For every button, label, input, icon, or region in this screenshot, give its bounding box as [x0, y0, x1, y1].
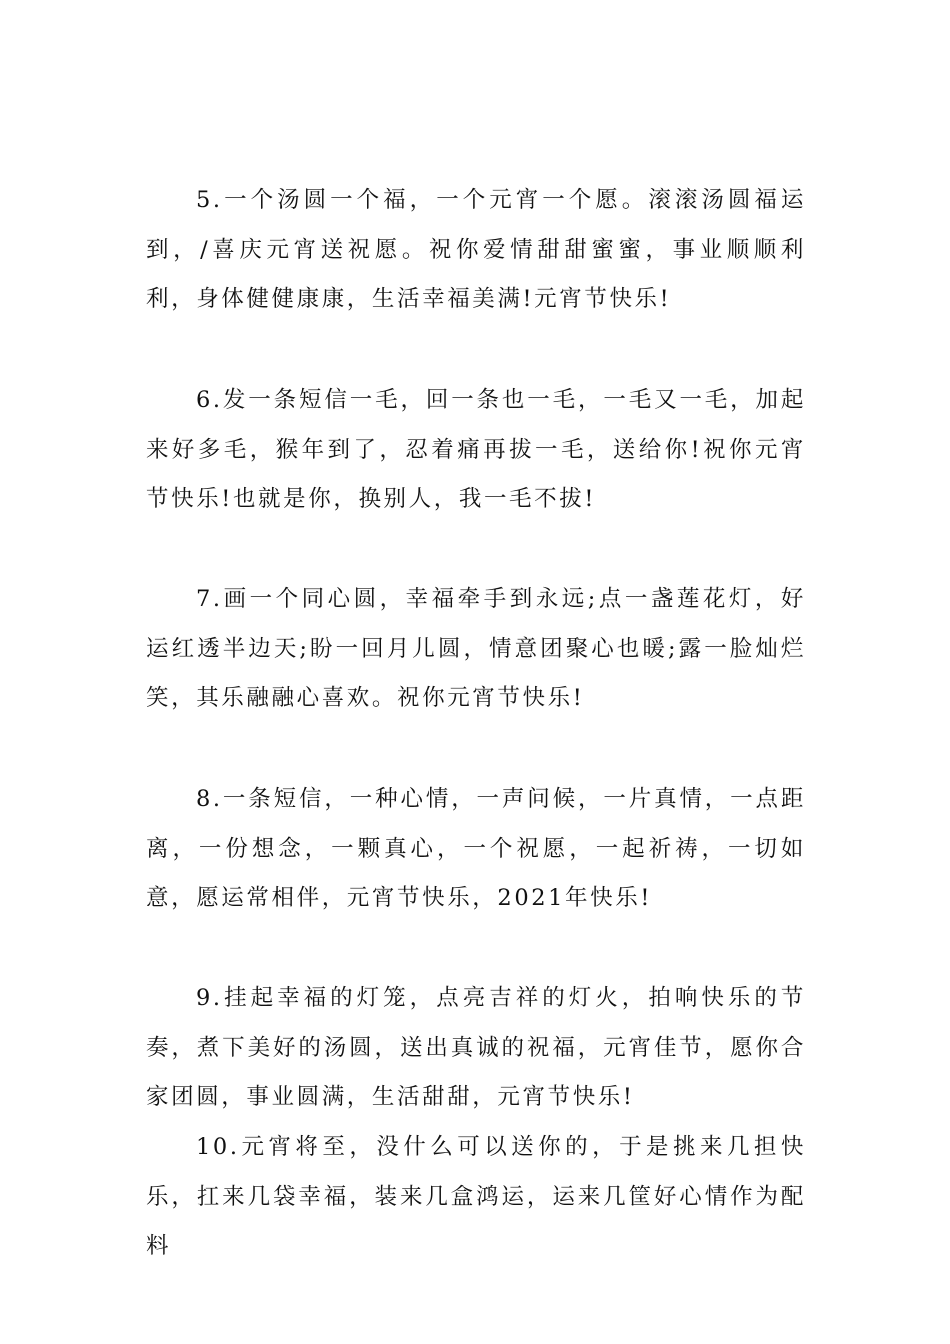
paragraph-7: 7.画一个同心圆，幸福牵手到永远;点一盏莲花灯，好运红透半边天;盼一回月儿圆，情意团聚心也暖;露一脸灿烂笑，其乐融融心喜欢。祝你元宵节快乐!: [146, 586, 806, 711]
paragraph-8: 8.一条短信，一种心情，一声问候，一片真情，一点距离，一份想念，一颗真心，一个祝愿，一起祈祷，一切如意，愿运常相伴，元宵节快乐，2021年快乐!: [146, 786, 806, 911]
paragraph-10: 10.元宵将至，没什么可以送你的，于是挑来几担快乐，扛来几袋幸福，装来几盒鸿运，运来几筐好心情作为配料: [146, 1134, 806, 1259]
paragraph-5: 5.一个汤圆一个福，一个元宵一个愿。滚滚汤圆福运到，/喜庆元宵送祝愿。祝你爱情甜甜蜜蜜，事业顺顺利利，身体健健康康，生活幸福美满!元宵节快乐!: [146, 187, 806, 312]
paragraph-6: 6.发一条短信一毛，回一条也一毛，一毛又一毛，加起来好多毛，猴年到了，忍着痛再拔一毛，送给你!祝你元宵节快乐!也就是你，换别人，我一毛不拔!: [146, 387, 806, 512]
paragraph-9: 9.挂起幸福的灯笼，点亮吉祥的灯火，拍响快乐的节奏，煮下美好的汤圆，送出真诚的祝福，元宵佳节，愿你合家团圆，事业圆满，生活甜甜，元宵节快乐!: [146, 985, 806, 1110]
